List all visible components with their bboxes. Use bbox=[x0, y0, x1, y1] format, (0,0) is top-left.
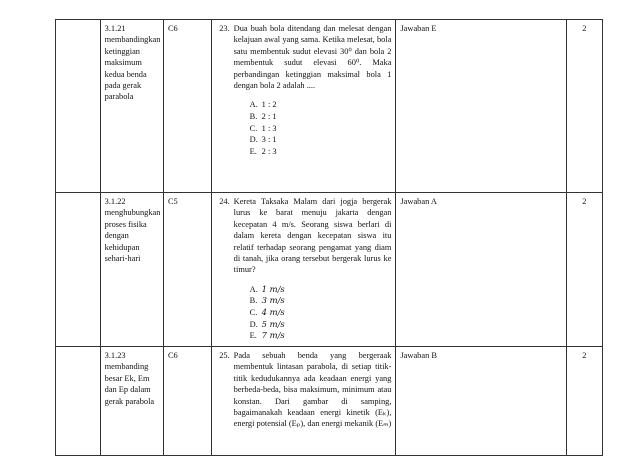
question-grid-table bbox=[55, 19, 603, 456]
cognitive-level: C6 bbox=[163, 347, 211, 456]
indicator-desc-line: ketinggian bbox=[104, 46, 140, 56]
empty-cell bbox=[56, 20, 101, 193]
score: 2 bbox=[566, 20, 602, 193]
question-text: Dua buah bola ditendang dan melesat dengan kelajuan awal yang sama. Ketika melesat, bola satu membentuk sudut elevasi 30⁰ dan bola 2 membentuk sudut elevasi 60⁰. Maka perbandingan ketinggian maksimal bola 1 dengan bola 2 adalah .... bbox=[233, 24, 392, 91]
indicator-desc-line: dan Ep dalam bbox=[104, 385, 151, 395]
indicator-desc-line: proses fisika bbox=[104, 219, 147, 229]
indicator-cell bbox=[100, 20, 163, 193]
option-item: C. 1 : 3 bbox=[249, 123, 277, 133]
table-row bbox=[56, 20, 603, 193]
indicator-desc-line: membandingkan bbox=[104, 35, 161, 45]
question-cell bbox=[211, 20, 396, 193]
indicator-desc-line: besar Ek, Em bbox=[104, 373, 150, 383]
indicator-desc-line: kedua benda bbox=[104, 69, 147, 79]
question-cell bbox=[211, 347, 396, 456]
indicator-desc-line: kehidupan bbox=[104, 242, 140, 252]
cognitive-level: C6 bbox=[163, 20, 211, 193]
table-row bbox=[56, 193, 603, 347]
score: 2 bbox=[566, 347, 602, 456]
indicator-code: 3.1.22 bbox=[104, 197, 126, 206]
indicator-desc-line: parabola bbox=[104, 92, 134, 102]
option-item: D. 5 m/s bbox=[249, 318, 285, 329]
option-item: A. 1 : 2 bbox=[249, 100, 277, 110]
indicator-code: 3.1.23 bbox=[104, 351, 126, 360]
option-item: A. 1 m/s bbox=[249, 283, 285, 294]
indicator-desc-line: sehari-hari bbox=[104, 254, 141, 264]
question-text: Pada sebuah benda yang bergeraak membentuk lintasan parabola, di setiap titik-titik kedudukannya ada keadaan energi yang berbeda-beda, bisa maksimum, minimum atau konstan. Dari gambar di samping, bagaimanakah keadaan energi kinetik (Eₖ), energi potensial (Eₚ), dan energi mekanik (Eₘ) bbox=[233, 351, 392, 429]
option-item: C. 4 m/s bbox=[249, 307, 285, 318]
options-list bbox=[216, 284, 392, 342]
table-row bbox=[56, 347, 603, 456]
option-item: B. 3 m/s bbox=[249, 295, 285, 306]
cognitive-level: C5 bbox=[163, 193, 211, 347]
indicator-code: 3.1.21 bbox=[104, 24, 126, 33]
option-item: E. 2 : 3 bbox=[249, 146, 277, 156]
option-item: B. 2 : 1 bbox=[249, 112, 277, 122]
indicator-desc-line: pada gerak bbox=[104, 81, 142, 91]
option-item: E. 7 m/s bbox=[249, 330, 285, 341]
options-list bbox=[216, 99, 392, 157]
question-number: 23. bbox=[219, 24, 230, 33]
answer-key: Jawaban A bbox=[396, 193, 566, 347]
indicator-desc-line: gerak parabola bbox=[104, 396, 155, 406]
indicator-desc-line: dengan bbox=[104, 231, 129, 241]
question-number: 24. bbox=[219, 197, 230, 206]
indicator-desc-line: membanding bbox=[104, 362, 149, 372]
score: 2 bbox=[566, 193, 602, 347]
indicator-desc-line: menghubungkan bbox=[104, 208, 161, 218]
empty-cell bbox=[56, 193, 101, 347]
option-item: D. 3 : 1 bbox=[249, 135, 277, 145]
question-text: Kereta Taksaka Malam dari jogja bergerak lurus ke barat menuju jakarta dengan kecepatan 4 m/s. Seorang siswa berlari di dalam kereta dengan kecepatan siswa itu relatif terhadap seorang pengamat yang diam di tanah, jika orang tersebut bergerak lurus ke timur? bbox=[233, 197, 392, 275]
answer-key: Jawaban B bbox=[396, 347, 566, 456]
question-cell bbox=[211, 193, 396, 347]
indicator-cell bbox=[100, 193, 163, 347]
empty-cell bbox=[56, 347, 101, 456]
question-number: 25. bbox=[219, 351, 230, 360]
indicator-desc-line: maksimum bbox=[104, 58, 142, 68]
answer-key: Jawaban E bbox=[396, 20, 566, 193]
indicator-cell bbox=[100, 347, 163, 456]
